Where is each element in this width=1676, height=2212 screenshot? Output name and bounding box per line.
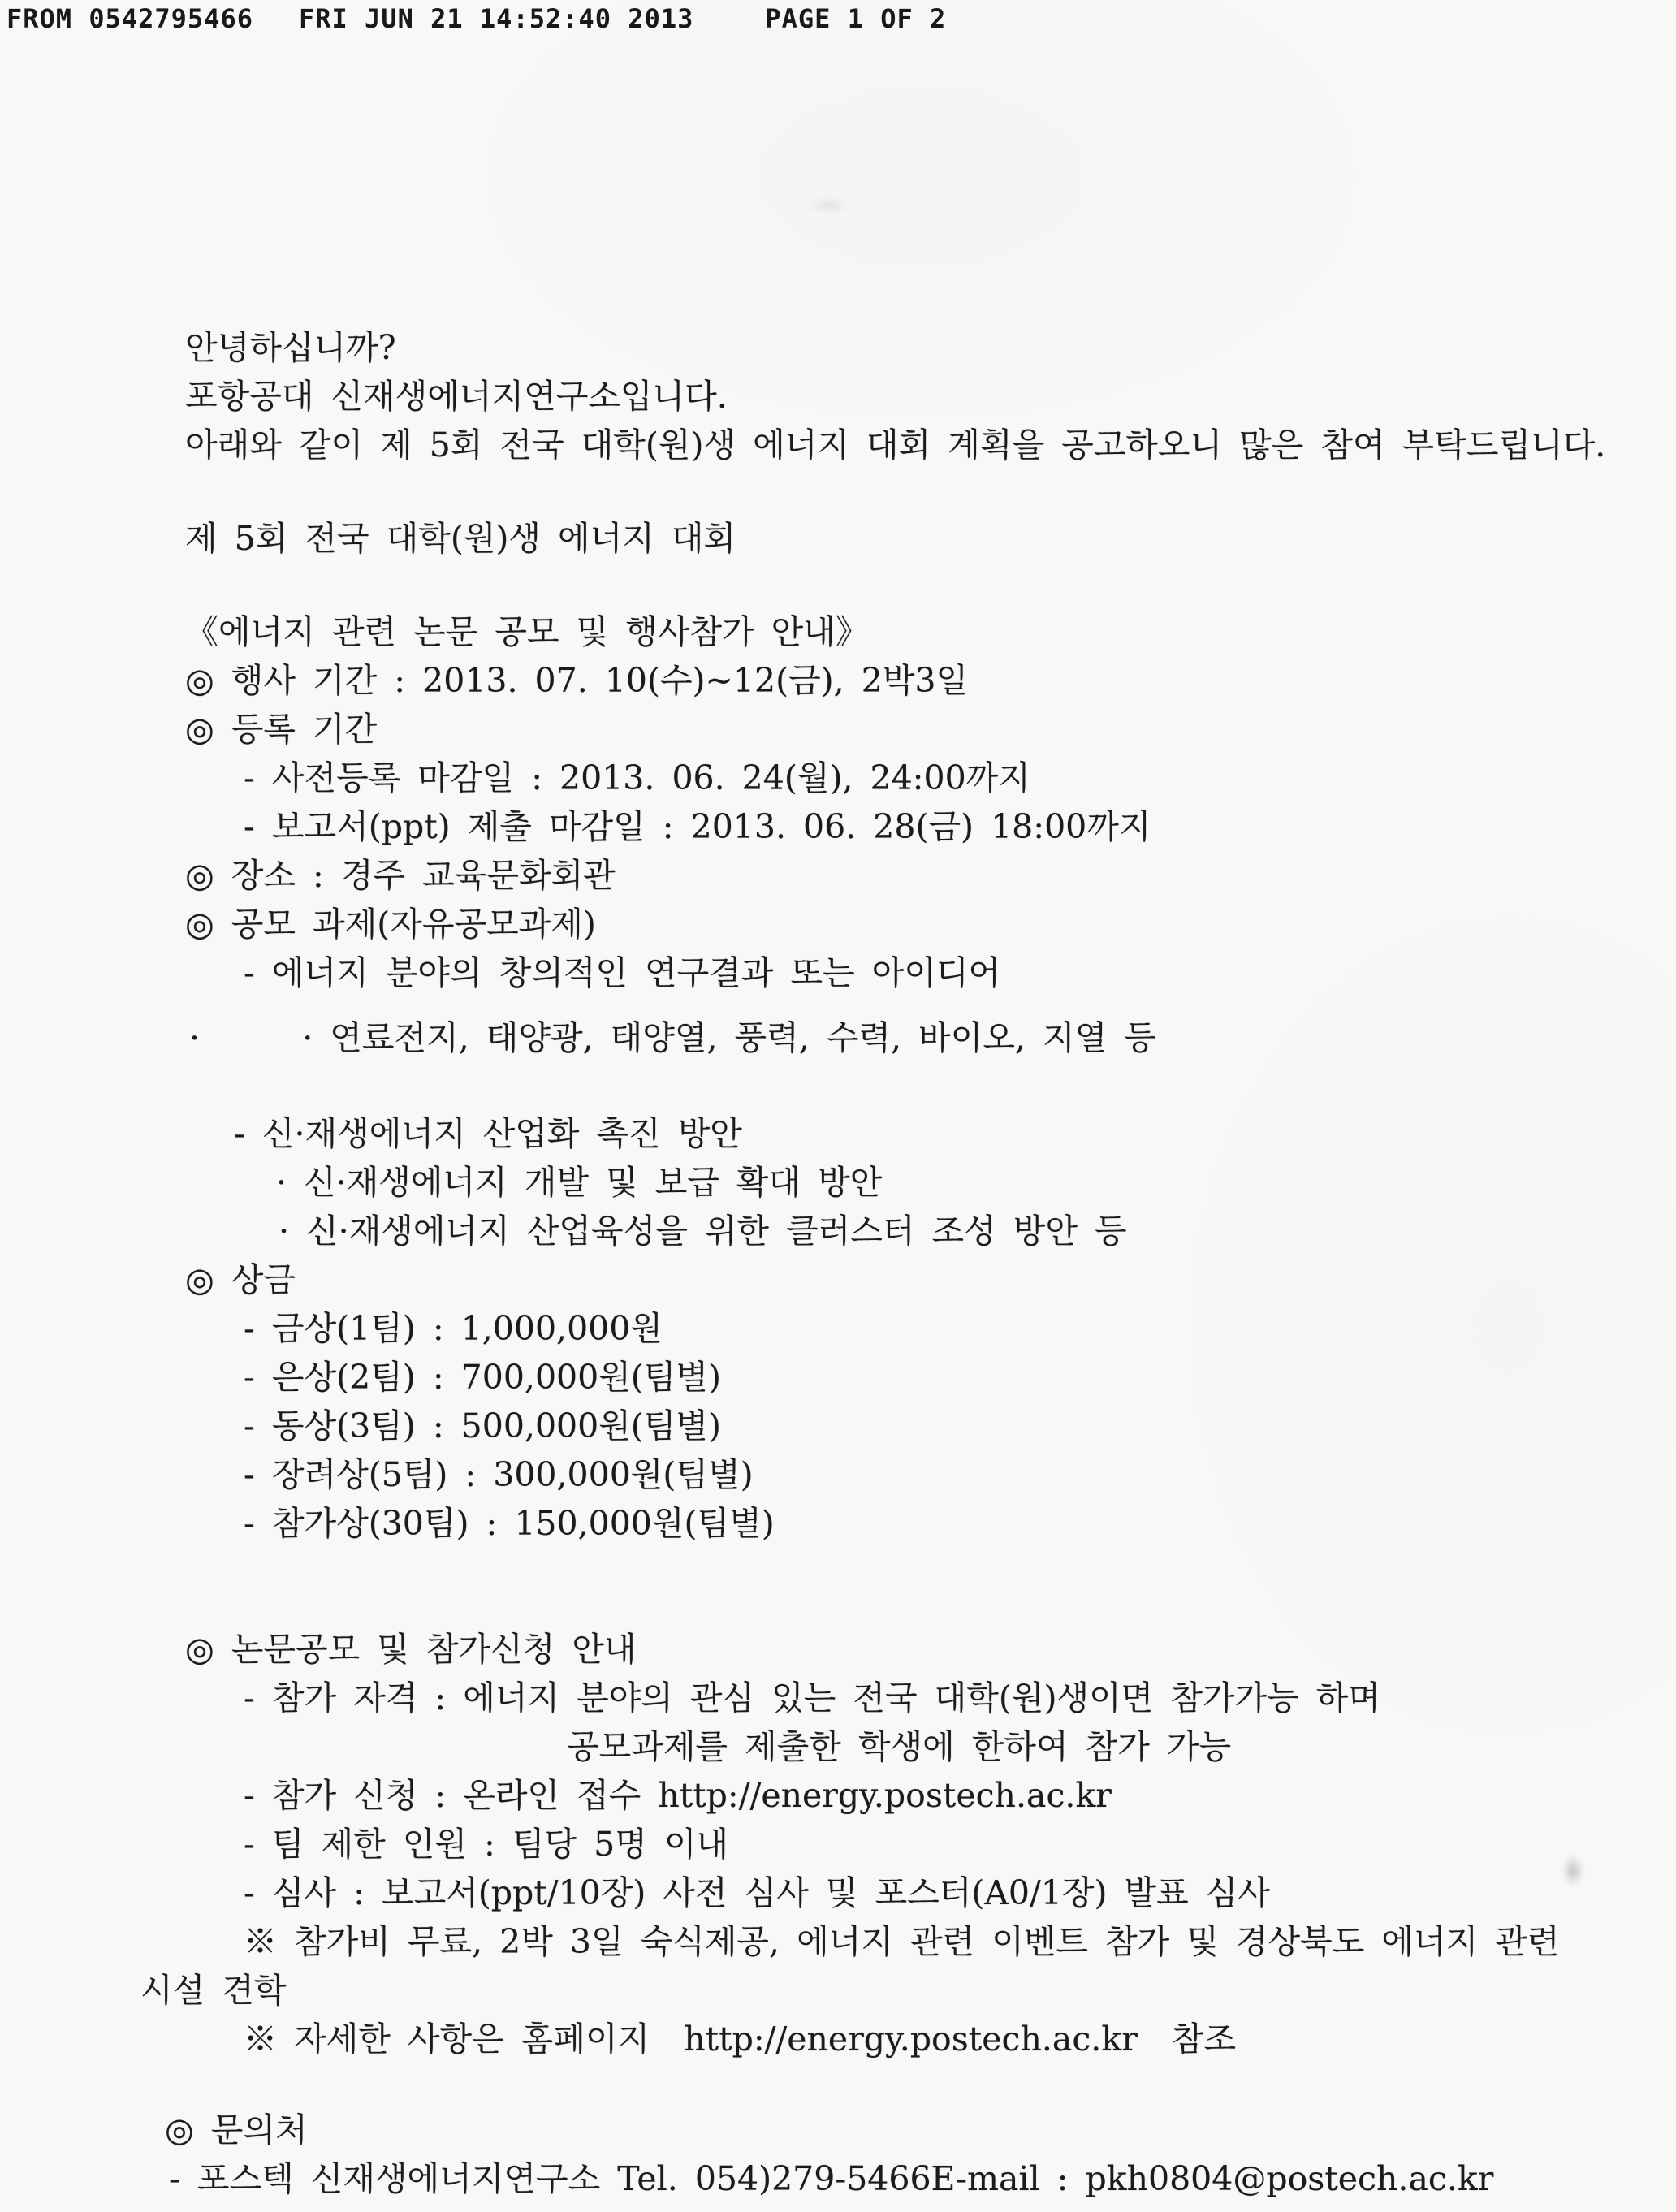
- text-line: - 에너지 분야의 창의적인 연구결과 또는 아이디어: [244, 953, 1001, 992]
- text-line: - 사전등록 마감일 : 2013. 06. 24(월), 24:00까지: [244, 758, 1030, 797]
- text-line: - 포스텍 신재생에너지연구소 Tel. 054)279-5466E-mail : pkh0804@postech.ac.kr: [169, 2159, 1494, 2198]
- text-line: · 신·재생에너지 개발 및 보급 확대 방안: [276, 1163, 883, 1202]
- fax-header: [6, 3, 946, 34]
- text-line: 안녕하십니까?: [185, 328, 396, 367]
- fax-datetime: FRI JUN 21 14:52:40 2013: [298, 3, 694, 34]
- fax-from: FROM 0542795466: [6, 3, 253, 34]
- text-line: 《에너지 관련 논문 공모 및 행사참가 안내》: [185, 612, 869, 651]
- text-line: - 동상(3팀) : 500,000원(팀별): [244, 1406, 722, 1445]
- text-line: ◎ 문의처: [165, 2110, 308, 2149]
- text-line: - 팀 제한 인원 : 팀당 5명 이내: [244, 1825, 729, 1864]
- text-line: · 신·재생에너지 산업육성을 위한 클러스터 조성 방안 등: [279, 1212, 1127, 1251]
- text-line: 시설 견학: [140, 1971, 287, 2010]
- text-line: - 보고서(ppt) 제출 마감일 : 2013. 06. 28(금) 18:00까지: [244, 807, 1151, 846]
- text-line: ※ 참가비 무료, 2박 3일 숙식제공, 에너지 관련 이벤트 참가 및 경상북도 에너지 관련: [244, 1922, 1560, 1961]
- fax-page-indicator: PAGE 1 OF 2: [765, 3, 947, 34]
- text-line: - 금상(1팀) : 1,000,000원: [244, 1309, 663, 1348]
- text-line: ◎ 공모 과제(자유공모과제): [185, 905, 596, 944]
- text-line: - 심사 : 보고서(ppt/10장) 사전 심사 및 포스터(A0/1장) 발표 심사: [244, 1873, 1271, 1912]
- text-line: 제 5회 전국 대학(원)생 에너지 대회: [185, 519, 736, 558]
- text-line: - 은상(2팀) : 700,000원(팀별): [244, 1358, 722, 1397]
- text-line: ◎ 논문공모 및 참가신청 안내: [185, 1630, 637, 1669]
- text-line: - 참가상(30팀) : 150,000원(팀별): [244, 1504, 775, 1543]
- text-line: ◎ 장소 : 경주 교육문화회관: [185, 856, 616, 895]
- text-line: ◎ 등록 기간: [185, 710, 378, 749]
- text-line: 포항공대 신재생에너지연구소입니다.: [185, 377, 728, 416]
- text-line: - 참가 신청 : 온라인 접수 http://energy.postech.ac.kr: [244, 1776, 1112, 1815]
- text-line: ◎ 행사 기간 : 2013. 07. 10(수)~12(금), 2박3일: [185, 661, 969, 700]
- text-line: - 신·재생에너지 산업화 촉진 방안: [234, 1114, 742, 1153]
- text-line: 아래와 같이 제 5회 전국 대학(원)생 에너지 대회 계획을 공고하오니 많은 참여 부탁드립니다.: [185, 426, 1606, 464]
- text-line: - 장려상(5팀) : 300,000원(팀별): [244, 1455, 754, 1494]
- document-body: [140, 323, 1660, 2203]
- scan-smudge: [804, 195, 853, 216]
- text-line: - 참가 자격 : 에너지 분야의 관심 있는 전국 대학(원)생이면 참가가능 하며: [244, 1678, 1380, 1717]
- scan-smudge: [1561, 1853, 1585, 1889]
- text-line: ※ 자세한 사항은 홈페이지 http://energy.postech.ac.kr 참조: [244, 2020, 1237, 2059]
- text-line: 공모과제를 제출한 학생에 한하여 참가 가능: [567, 1727, 1232, 1766]
- text-line: ◎ 상금: [185, 1260, 296, 1299]
- text-line: · · 연료전지, 태양광, 태양열, 풍력, 수력, 바이오, 지열 등: [189, 1018, 1156, 1057]
